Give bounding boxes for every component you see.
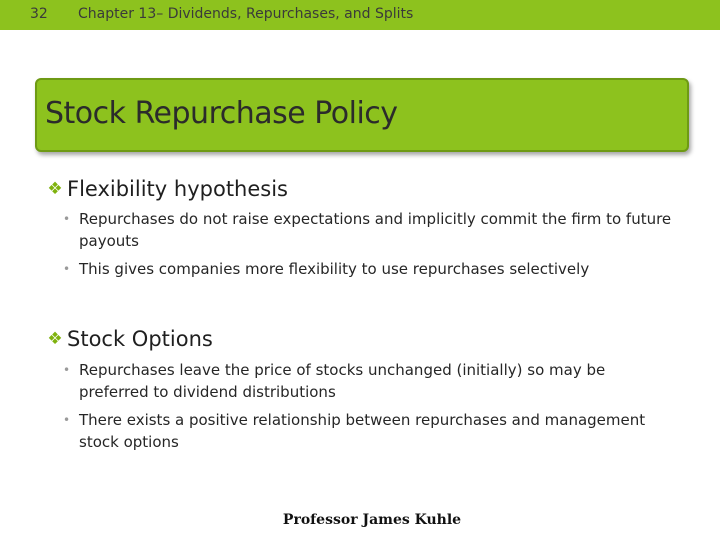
list-item-text: Repurchases do not raise expectations and implicitly commit the firm to future payouts <box>79 210 672 250</box>
list-item-text: This gives companies more flexibility to use repurchases selectively <box>79 260 590 278</box>
list-item <box>46 258 679 280</box>
section-heading <box>46 327 686 351</box>
section-flexibility <box>46 177 686 280</box>
list-item-text: There exists a positive relationship between repurchases and management stock options <box>79 411 646 451</box>
diamond-cluster-icon: ❖ <box>47 329 63 349</box>
list-item <box>46 409 679 453</box>
section-heading <box>46 177 686 201</box>
slide-number: 32 <box>30 6 48 22</box>
title-box <box>35 78 689 152</box>
diamond-cluster-icon: ❖ <box>47 179 63 199</box>
list-item-text: Repurchases leave the price of stocks unchanged (initially) so may be preferred to dividend distributions <box>79 361 606 401</box>
section-heading-text: Stock Options <box>67 327 213 351</box>
section-stock-options <box>46 327 686 453</box>
list-item <box>46 359 679 403</box>
section-heading-text: Flexibility hypothesis <box>67 177 288 201</box>
bullet-dot-icon: • <box>63 413 71 427</box>
presenter-name: Professor James Kuhle <box>282 512 462 528</box>
bullet-dot-icon: • <box>63 262 71 276</box>
header-bar <box>0 0 720 30</box>
chapter-title: Chapter 13– Dividends, Repurchases, and Splits <box>78 6 414 22</box>
bullet-dot-icon: • <box>63 212 71 226</box>
list-item <box>46 208 679 252</box>
bullet-dot-icon: • <box>63 363 71 377</box>
slide-title: Stock Repurchase Policy <box>45 96 398 131</box>
